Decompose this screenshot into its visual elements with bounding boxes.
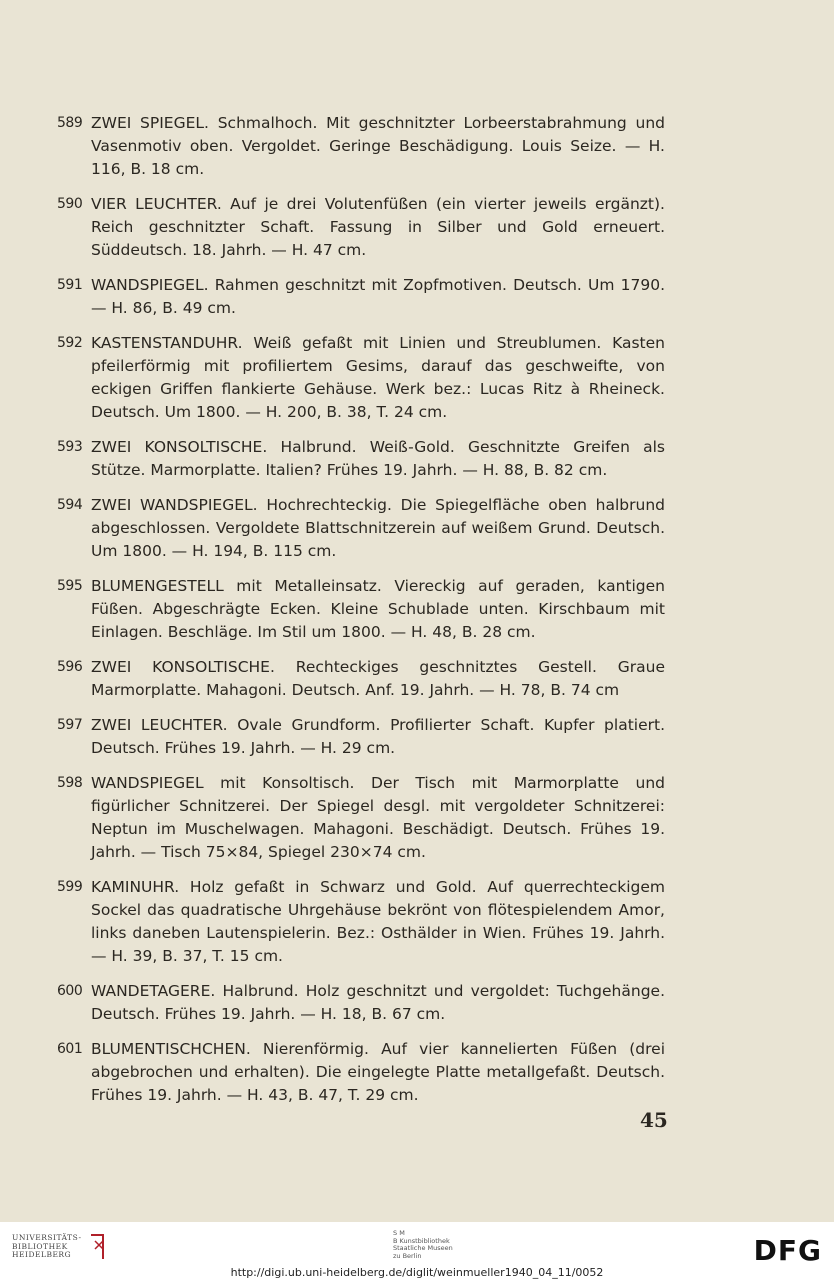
catalog-entry: [57, 274, 665, 320]
credit-line: S M: [393, 1229, 405, 1237]
entry-number: 601: [57, 1041, 83, 1057]
entry-number: 593: [57, 439, 83, 455]
entry-text: BLUMENGESTELL mit Metalleinsatz. Viereckig auf geraden, kantigen Füßen. Abgeschrägte Ecken. Kleine Schublade unten. Kirschbaum mit Einlagen. Beschläge. Im Stil um 1800. — H. 48, B. 28 cm.: [91, 577, 665, 641]
entry-number: 595: [57, 578, 83, 594]
entry-number: 589: [57, 115, 83, 131]
catalog-entry: [57, 1038, 665, 1107]
entry-number: 591: [57, 277, 83, 293]
credit-line: B Kunstbibliothek: [393, 1236, 450, 1245]
library-line: HEIDELBERG: [12, 1250, 72, 1260]
entry-number: 599: [57, 879, 83, 895]
entry-number: 600: [57, 983, 83, 999]
entry-text: ZWEI LEUCHTER. Ovale Grundform. Profilierter Schaft. Kupfer platiert. Deutsch. Frühes 19. Jahrh. — H. 29 cm.: [91, 716, 665, 757]
credit-line: zu Berlin: [393, 1251, 422, 1260]
kunstbibliothek-credit: [393, 1230, 453, 1260]
entry-text: WANDSPIEGEL. Rahmen geschnitzt mit Zopfmotiven. Deutsch. Um 1790. — H. 86, B. 49 cm.: [91, 276, 665, 317]
catalog-entry: [57, 980, 665, 1026]
entry-text: KASTENSTANDUHR. Weiß gefaßt mit Linien und Streublumen. Kasten pfeilerförmig mit profiliertem Gesims, darauf das geschweifte, von eckigen Griffen flankierte Gehäuse. Werk bez.: Lucas Ritz à Rheineck. Deutsch. Um 1800. — H. 200, B. 38, T. 24 cm.: [91, 334, 665, 421]
entry-text: KAMINUHR. Holz gefaßt in Schwarz und Gold. Auf querrechteckigem Sockel das quadratische Uhrgehäuse bekrönt von flötespielendem Amor, links daneben Lautenspielerin. Bez.: Osthälder in Wien. Frühes 19. Jahrh. — H. 39, B. 37, T. 15 cm.: [91, 878, 665, 965]
catalog-entry: [57, 112, 665, 181]
university-library-logo[interactable]: [12, 1232, 108, 1262]
entry-text: ZWEI KONSOLTISCHE. Halbrund. Weiß-Gold. Geschnitzte Greifen als Stütze. Marmorplatte. Italien? Frühes 19. Jahrh. — H. 88, B. 82 cm.: [91, 438, 665, 479]
catalog-entry: [57, 436, 665, 482]
entry-number: 594: [57, 497, 83, 513]
entry-text: VIER LEUCHTER. Auf je drei Volutenfüßen (ein vierter jeweils ergänzt). Reich geschnitzter Schaft. Fassung in Silber und Gold erneuert. Süddeutsch. 18. Jahrh. — H. 47 cm.: [91, 195, 665, 259]
catalog-entry: [57, 193, 665, 262]
entry-text: BLUMENTISCHCHEN. Nierenförmig. Auf vier kannelierten Füßen (drei abgebrochen und erhalten). Die eingelegte Platte metallgefaßt. Deutsch. Frühes 19. Jahrh. — H. 43, B. 47, T. 29 cm.: [91, 1040, 665, 1104]
entry-number: 590: [57, 196, 83, 212]
entry-text: ZWEI WANDSPIEGEL. Hochrechteckig. Die Spiegelfläche oben halbrund abgeschlossen. Vergoldete Blattschnitzerein auf weißem Grund. Deutsch. Um 1800. — H. 194, B. 115 cm.: [91, 496, 665, 560]
catalog-entry: [57, 876, 665, 968]
library-line: BIBLIOTHEK: [12, 1241, 68, 1251]
catalog-entries: [57, 112, 665, 1119]
entry-text: WANDETAGERE. Halbrund. Holz geschnitzt und vergoldet: Tuchgehänge. Deutsch. Frühes 19. Jahrh. — H. 18, B. 67 cm.: [91, 982, 665, 1023]
heidelberg-seal-icon: [88, 1232, 108, 1262]
entry-number: 597: [57, 717, 83, 733]
entry-number: 598: [57, 775, 83, 791]
entry-number: 592: [57, 335, 83, 351]
entry-text: ZWEI KONSOLTISCHE. Rechteckiges geschnitztes Gestell. Graue Marmorplatte. Mahagoni. Deutsch. Anf. 19. Jahrh. — H. 78, B. 74 cm: [91, 658, 665, 699]
library-name: [12, 1234, 82, 1260]
dfg-logo[interactable]: DFG: [753, 1234, 822, 1267]
catalog-entry: [57, 656, 665, 702]
catalog-entry: [57, 714, 665, 760]
permalink-url[interactable]: http://digi.ub.uni-heidelberg.de/diglit/weinmueller1940_04_11/0052: [230, 1266, 604, 1279]
catalog-entry: [57, 332, 665, 424]
library-line: UNIVERSITÄTS-: [12, 1233, 82, 1243]
viewer-footer: [0, 1222, 834, 1280]
entry-number: 596: [57, 659, 83, 675]
page-number: 45: [640, 1108, 668, 1132]
catalog-entry: [57, 772, 665, 864]
entry-text: ZWEI SPIEGEL. Schmalhoch. Mit geschnitzter Lorbeerstabrahmung und Vasenmotiv oben. Vergoldet. Geringe Beschädigung. Louis Seize. — H. 116, B. 18 cm.: [91, 114, 665, 178]
credit-line: Staatliche Museen: [393, 1244, 453, 1252]
entry-text: WANDSPIEGEL mit Konsoltisch. Der Tisch mit Marmorplatte und figürlicher Schnitzerei. Der Spiegel desgl. mit vergoldeter Schnitzerei: Neptun im Muschelwagen. Mahagoni. Beschädigt. Deutsch. Frühes 19. Jahrh. — Tisch 75×84, Spiegel 230×74 cm.: [91, 774, 665, 861]
catalog-entry: [57, 575, 665, 644]
catalog-entry: [57, 494, 665, 563]
